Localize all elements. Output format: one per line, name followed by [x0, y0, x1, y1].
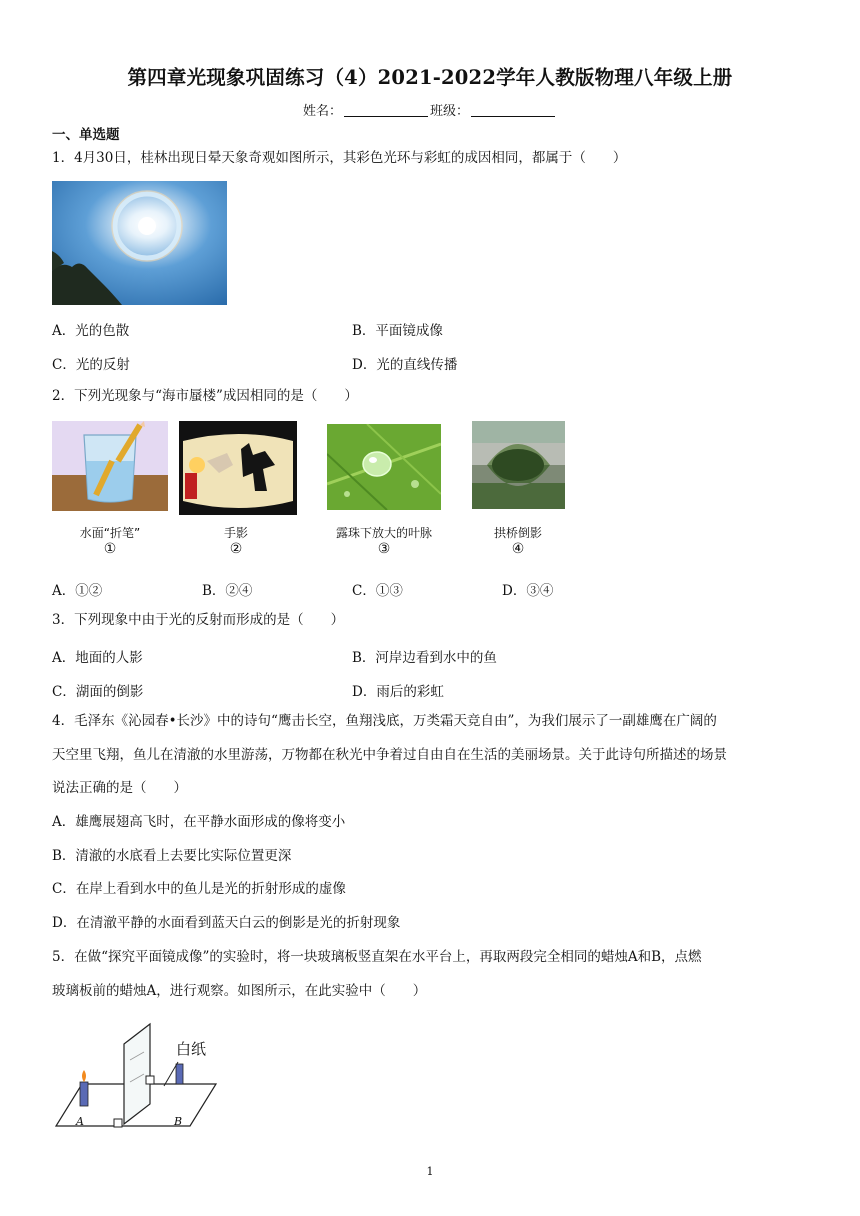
q2-caption-2: 手影	[223, 526, 248, 540]
page-number: 1	[426, 1165, 434, 1178]
q2-caption-3: 露珠下放大的叶脉	[335, 526, 432, 540]
q2-image-arch-bridge	[472, 421, 565, 509]
q5-figure-paper-label: 白纸	[176, 1040, 207, 1058]
name-class-row	[0, 100, 860, 119]
q2-option-d[interactable]: D．③④	[502, 583, 554, 599]
q3-stem: 3．下列现象中由于光的反射而形成的是（ ）	[52, 612, 345, 628]
q2-option-c[interactable]: C．①③	[352, 583, 403, 599]
section-heading: 一、单选题	[52, 127, 120, 143]
q2-option-a[interactable]: A．①②	[52, 583, 103, 599]
q2-number-1: ①	[103, 541, 117, 557]
q3-option-c[interactable]: C．湖面的倒影	[52, 684, 144, 700]
q1-option-a[interactable]: A．光的色散	[52, 323, 130, 339]
q1-halo-photo	[52, 181, 227, 305]
q2-number-3: ③	[377, 541, 391, 557]
q3-option-a[interactable]: A．地面的人影	[52, 650, 143, 666]
q5-stem-line-1: 5．在做“探究平面镜成像”的实验时，将一块玻璃板竖直架在水平台上，再取两段完全相同的蜡烛A和B，点燃	[52, 949, 702, 965]
q2-image-hand-shadow	[179, 421, 297, 515]
q4-stem-line-2: 天空里飞翔，鱼儿在清澈的水里游荡，万物都在秋光中争着过自由自在生活的美丽场景。关于此诗句所描述的场景	[52, 747, 727, 763]
q4-option-d[interactable]: D．在清澈平静的水面看到蓝天白云的倒影是光的折射现象	[52, 915, 401, 931]
q4-stem-line-3: 说法正确的是（ ）	[52, 780, 187, 796]
q2-number-4: ④	[511, 541, 525, 557]
page-title: 第四章光现象巩固练习（4）2021-2022学年人教版物理八年级上册	[127, 66, 733, 89]
q4-stem-line-1: 4．毛泽东《沁园春•长沙》中的诗句“鹰击长空，鱼翔浅底，万类霜天竞自由”，为我们展示了一副雄鹰在广阔的	[52, 713, 717, 729]
class-blank[interactable]	[471, 103, 555, 117]
q1-option-c[interactable]: C．光的反射	[52, 357, 130, 373]
q2-caption-1: 水面“折笔”	[79, 526, 141, 540]
q2-number-2: ②	[229, 541, 243, 557]
class-label: 班级：	[430, 104, 470, 119]
q4-option-a[interactable]: A．雄鹰展翅高飞时，在平静水面形成的像将变小	[52, 814, 346, 830]
q2-caption-4: 拱桥倒影	[493, 526, 542, 540]
q3-option-b[interactable]: B．河岸边看到水中的鱼	[352, 650, 497, 666]
q4-option-b[interactable]: B．清澈的水底看上去要比实际位置更深	[52, 848, 292, 864]
q1-option-d[interactable]: D．光的直线传播	[352, 357, 458, 373]
q5-figure-label-b: B	[174, 1115, 183, 1128]
q2-image-dew-drop	[327, 424, 441, 510]
q1-stem: 1．4月30日，桂林出现日晕天象奇观如图所示，其彩色光环与彩虹的成因相同，都属于（ ）	[52, 150, 627, 166]
name-blank[interactable]	[344, 103, 428, 117]
q3-option-d[interactable]: D．雨后的彩虹	[352, 684, 444, 700]
q2-option-b[interactable]: B．②④	[202, 583, 253, 599]
q1-option-b[interactable]: B．平面镜成像	[352, 323, 443, 339]
q2-stem: 2．下列光现象与“海市蜃楼”成因相同的是（ ）	[52, 388, 358, 404]
name-label: 姓名：	[302, 104, 342, 119]
q4-option-c[interactable]: C．在岸上看到水中的鱼儿是光的折射形成的虚像	[52, 881, 346, 897]
q5-stem-line-2: 玻璃板前的蜡烛A，进行观察。如图所示，在此实验中（ ）	[52, 983, 427, 999]
q2-image-bent-pencil	[52, 421, 168, 511]
q5-figure-label-a: A	[76, 1115, 84, 1128]
q5-mirror-experiment-figure	[52, 1020, 222, 1138]
